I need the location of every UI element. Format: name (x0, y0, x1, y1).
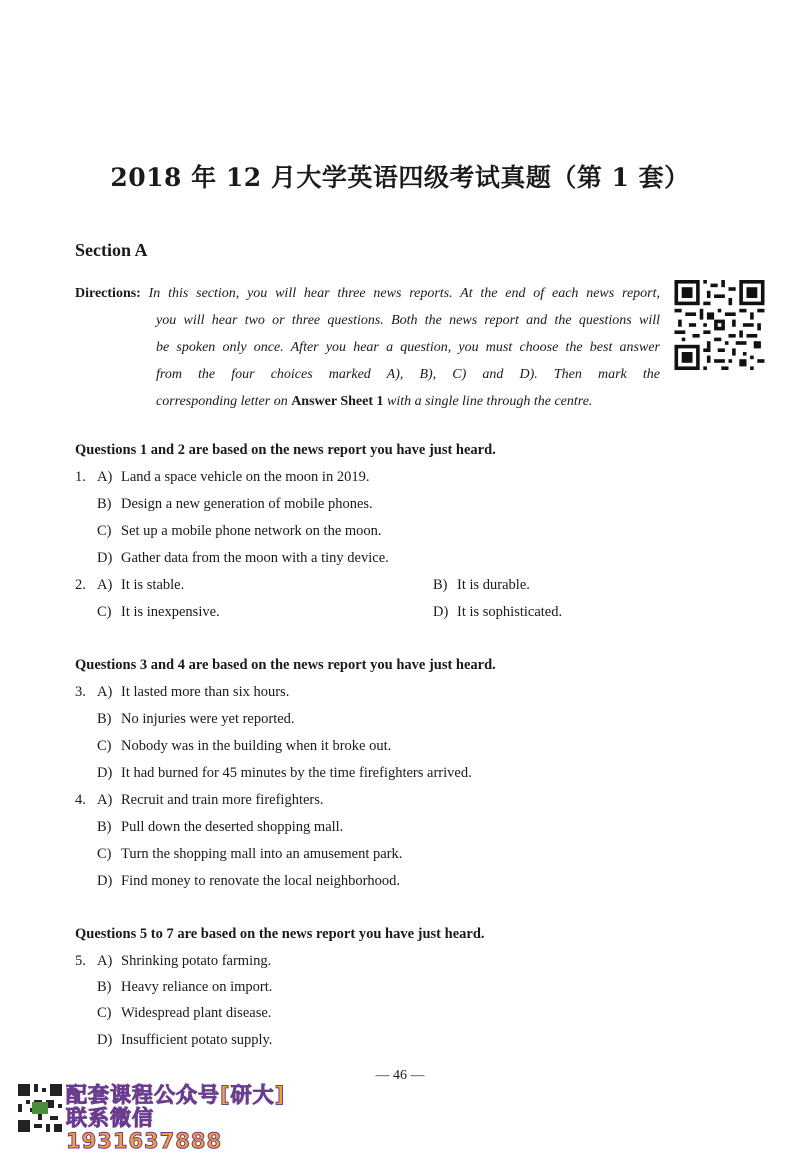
option-text: It lasted more than six hours. (121, 684, 290, 700)
option-letter: D) (97, 765, 113, 781)
option-text: Turn the shopping mall into an amusement park. (121, 846, 403, 862)
option-text: It had burned for 45 minutes by the time firefighters arrived. (121, 765, 472, 781)
option-letter: A) (97, 953, 113, 969)
question-3-option-d (97, 765, 472, 782)
directions-line-1 (75, 280, 660, 307)
question-3-option-a (75, 684, 289, 701)
option-text: Heavy reliance on import. (121, 979, 273, 995)
question-number: 4. (75, 792, 86, 808)
question-3-option-b (97, 711, 295, 728)
question-5-option-b (97, 979, 272, 996)
option-letter: D) (97, 550, 113, 566)
option-text: It is sophisticated. (457, 604, 563, 620)
page-number: — 46 — (375, 1068, 425, 1083)
directions-text-5b: with a single line through the centre. (386, 394, 593, 409)
directions-line-5 (75, 388, 660, 415)
question-5-option-d (97, 1032, 272, 1049)
footer-banner-line-1: 配套课程公众号[研大] (66, 1083, 286, 1107)
option-text: Insufficient potato supply. (121, 1032, 273, 1048)
option-text: It is stable. (121, 577, 185, 593)
footer-qr-code-icon (18, 1083, 62, 1133)
option-text: It is durable. (457, 577, 530, 593)
question-4-option-d (97, 873, 400, 890)
option-letter: C) (97, 738, 112, 754)
qr-code-icon (672, 280, 767, 370)
directions-text-1: In this section, you will hear three news reports. At the end of each news report, (148, 286, 660, 301)
question-2-option-b (433, 577, 530, 594)
option-letter: B) (97, 819, 112, 835)
directions-label: Directions: (75, 286, 141, 301)
option-letter: C) (97, 523, 112, 539)
question-2-option-d (433, 604, 562, 621)
question-3-option-c (97, 738, 391, 755)
question-5-option-a (75, 953, 271, 970)
option-text: Set up a mobile phone network on the moon. (121, 523, 382, 539)
question-group-heading: Questions 1 and 2 are based on the news report you have just heard. (75, 442, 496, 458)
section-heading: Section A (75, 240, 148, 260)
directions-line-3: be spoken only once. After you hear a question, you must choose the best answer (156, 340, 660, 355)
option-text: Widespread plant disease. (121, 1005, 272, 1021)
question-number: 3. (75, 684, 86, 700)
question-1-option-d (97, 550, 389, 567)
option-letter: D) (97, 1032, 113, 1048)
answer-sheet-label: Answer Sheet 1 (291, 394, 384, 409)
directions-block (75, 280, 660, 415)
question-number: 1. (75, 469, 86, 485)
option-text: Recruit and train more firefighters. (121, 792, 324, 808)
question-1-option-a (75, 469, 369, 486)
question-group-heading: Questions 3 and 4 are based on the news report you have just heard. (75, 657, 496, 673)
question-4-option-a (75, 792, 324, 809)
footer-banner (66, 1084, 308, 1153)
option-text: No injuries were yet reported. (121, 711, 295, 727)
question-4-option-c (97, 846, 402, 863)
option-letter: B) (97, 711, 112, 727)
footer-banner-line-2: 联系微信1931637888 (66, 1106, 223, 1153)
option-letter: A) (97, 792, 113, 808)
option-text: Pull down the deserted shopping mall. (121, 819, 344, 835)
question-group-heading: Questions 5 to 7 are based on the news report you have just heard. (75, 926, 485, 942)
option-letter: C) (97, 1005, 112, 1021)
directions-line-4: from the four choices marked A), B), C) and D). Then mark the (156, 367, 660, 382)
directions-line-2: you will hear two or three questions. Both the news report and the questions will (156, 313, 660, 328)
option-text: Shrinking potato farming. (121, 953, 272, 969)
option-letter: D) (433, 604, 449, 620)
question-2-option-a (75, 577, 184, 594)
option-letter: B) (97, 979, 112, 995)
question-number: 2. (75, 577, 86, 593)
question-4-option-b (97, 819, 343, 836)
option-text: Find money to renovate the local neighborhood. (121, 873, 401, 889)
question-1-option-c (97, 523, 382, 540)
option-letter: A) (97, 469, 113, 485)
option-letter: C) (97, 604, 112, 620)
option-letter: A) (97, 577, 113, 593)
question-5-option-c (97, 1005, 271, 1022)
directions-text-5a: corresponding letter on (156, 394, 288, 409)
option-letter: B) (433, 577, 448, 593)
option-letter: B) (97, 496, 112, 512)
option-text: It is inexpensive. (121, 604, 220, 620)
option-letter: D) (97, 873, 113, 889)
question-2-option-c (97, 604, 220, 621)
option-text: Gather data from the moon with a tiny device. (121, 550, 389, 566)
page-title: 2018 年 12 月大学英语四级考试真题（第 1 套） (110, 163, 690, 192)
question-1-option-b (97, 496, 373, 513)
option-letter: C) (97, 846, 112, 862)
option-letter: A) (97, 684, 113, 700)
option-text: Nobody was in the building when it broke out. (121, 738, 392, 754)
question-number: 5. (75, 953, 86, 969)
option-text: Land a space vehicle on the moon in 2019. (121, 469, 370, 485)
option-text: Design a new generation of mobile phones. (121, 496, 373, 512)
